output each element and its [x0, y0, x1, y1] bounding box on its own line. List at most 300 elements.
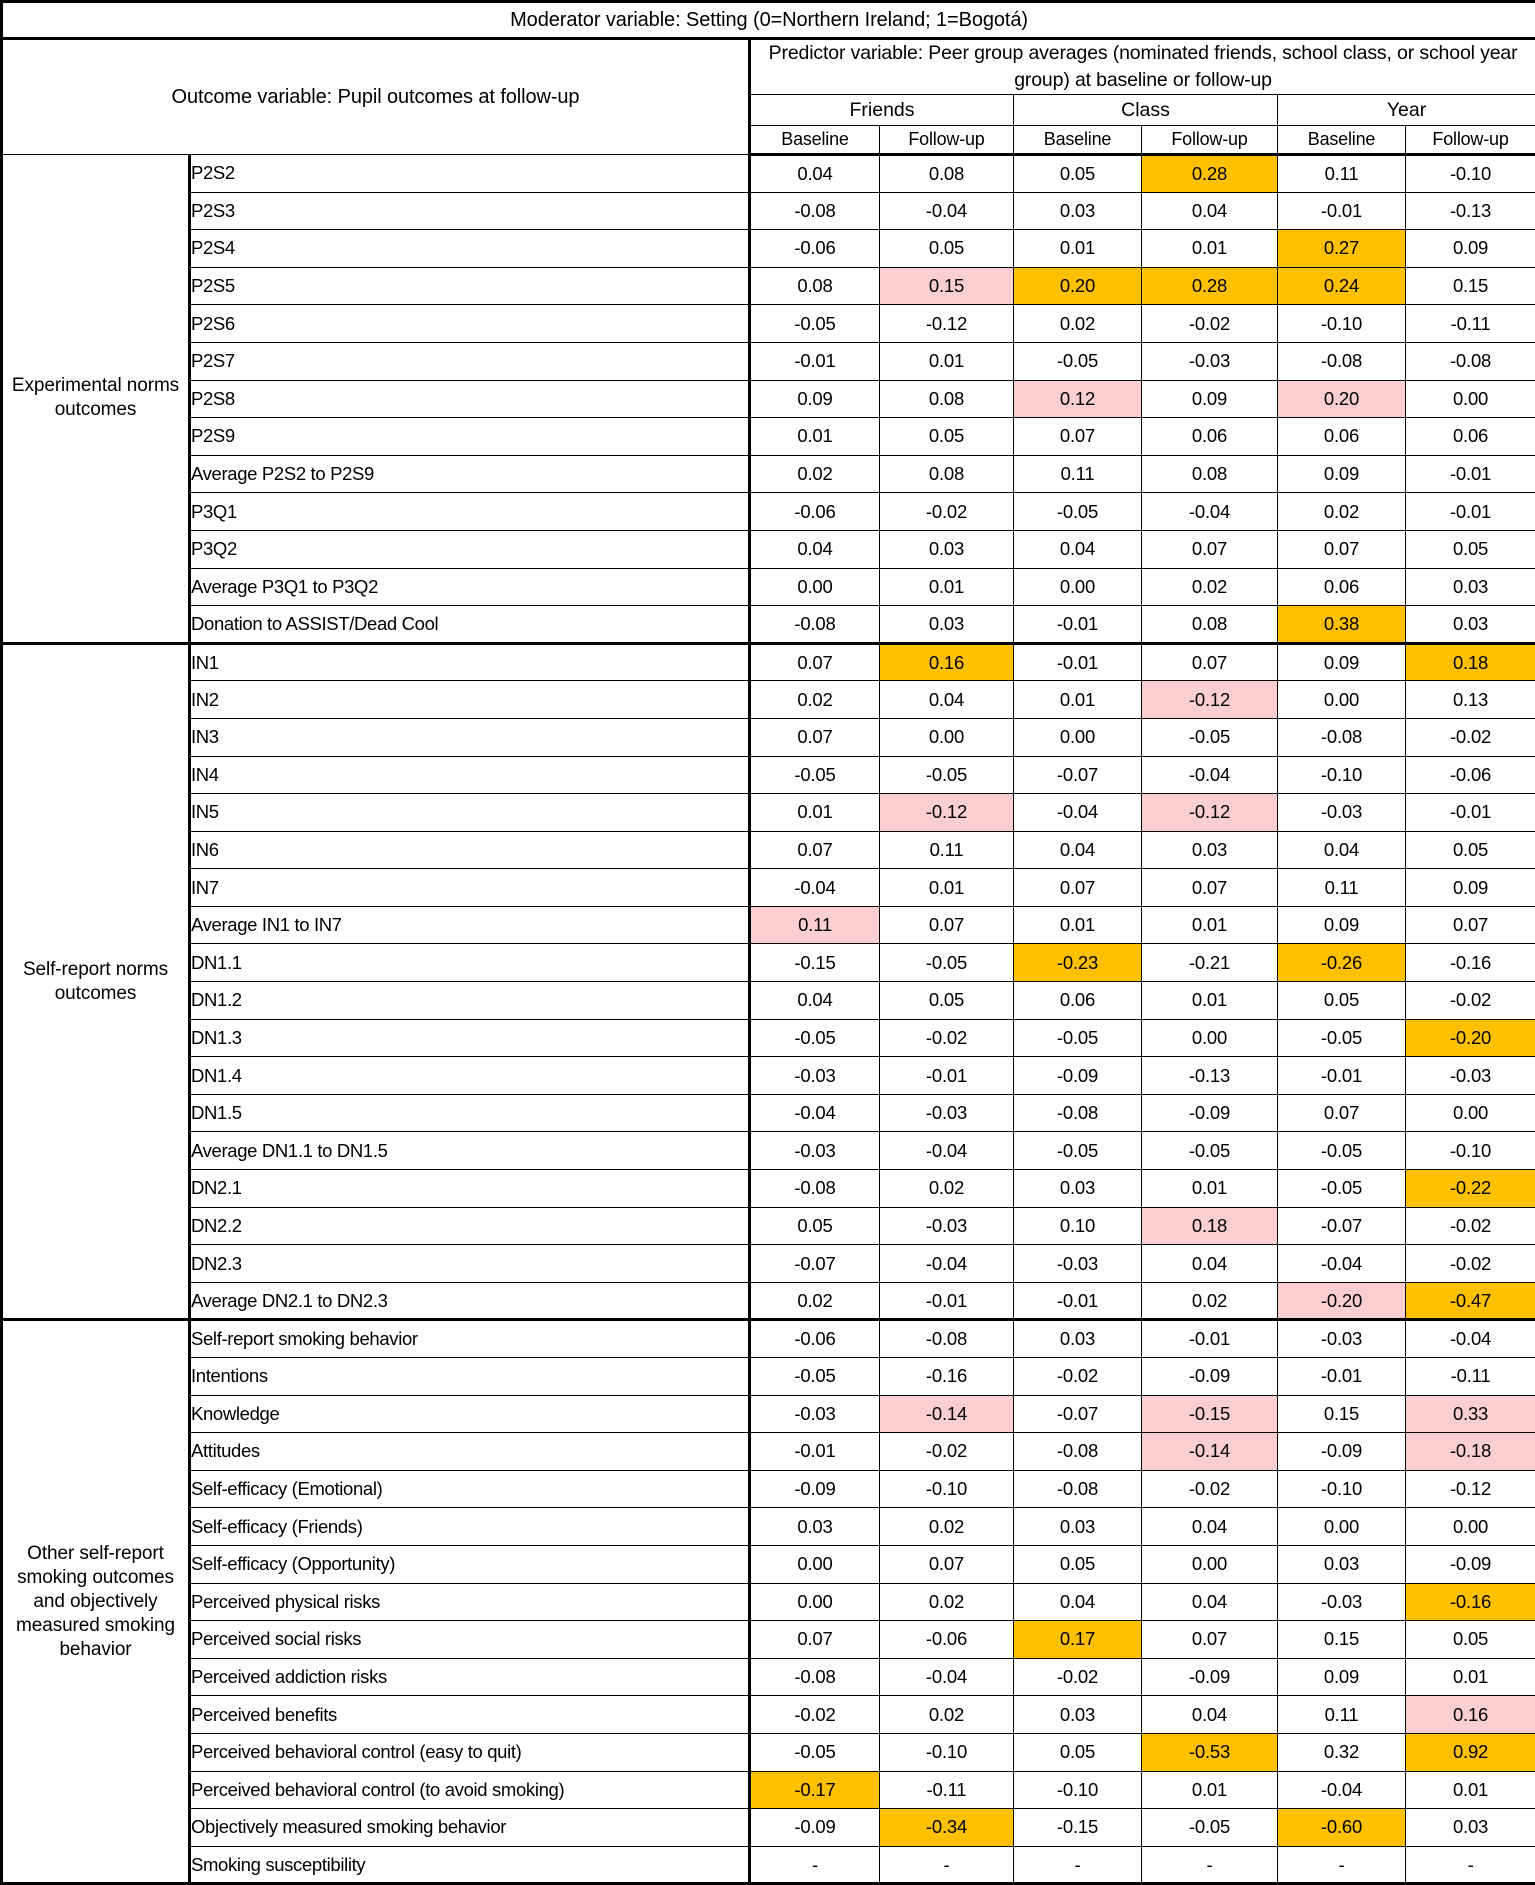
data-cell: -0.01 — [1278, 1358, 1406, 1396]
data-cell: 0.05 — [1014, 1545, 1142, 1583]
data-cell: -0.03 — [1278, 1320, 1406, 1358]
data-cell: -0.05 — [1278, 1019, 1406, 1057]
data-cell: -0.01 — [1406, 794, 1535, 832]
data-cell: 0.01 — [880, 342, 1014, 380]
data-cell: 0.01 — [1406, 1658, 1535, 1696]
data-cell: -0.07 — [1014, 756, 1142, 794]
data-cell: 0.05 — [750, 1207, 880, 1245]
row-label: DN1.1 — [190, 944, 750, 982]
data-cell: 0.04 — [880, 681, 1014, 719]
data-cell: 0.16 — [880, 643, 1014, 681]
table-row — [2, 869, 1535, 907]
row-label: DN2.1 — [190, 1170, 750, 1208]
row-label: Average IN1 to IN7 — [190, 906, 750, 944]
subheader-3: Follow-up — [1142, 126, 1278, 155]
data-cell: -0.01 — [750, 1433, 880, 1471]
data-cell: -0.01 — [1142, 1320, 1278, 1358]
data-cell: -0.26 — [1278, 944, 1406, 982]
data-cell: -0.06 — [750, 1320, 880, 1358]
data-cell: -0.03 — [880, 1094, 1014, 1132]
data-cell: -0.03 — [750, 1395, 880, 1433]
data-cell: -0.05 — [1014, 493, 1142, 531]
row-label: Knowledge — [190, 1395, 750, 1433]
table-row — [2, 831, 1535, 869]
data-cell: 0.07 — [880, 906, 1014, 944]
data-cell: 0.00 — [1014, 718, 1142, 756]
row-label: Attitudes — [190, 1433, 750, 1471]
table-row — [2, 1358, 1535, 1396]
data-cell: 0.11 — [1278, 869, 1406, 907]
data-cell: -0.16 — [1406, 944, 1535, 982]
data-cell: -0.01 — [750, 342, 880, 380]
data-cell: -0.03 — [750, 1132, 880, 1170]
data-cell: 0.02 — [1142, 568, 1278, 606]
table-row — [2, 493, 1535, 531]
data-cell: 0.92 — [1406, 1733, 1535, 1771]
data-cell: 0.09 — [1278, 643, 1406, 681]
data-cell: -0.04 — [880, 1245, 1014, 1283]
data-cell: -0.02 — [1406, 1245, 1535, 1283]
data-cell: -0.05 — [1278, 1132, 1406, 1170]
data-cell: -0.53 — [1142, 1733, 1278, 1771]
row-label: Self-report smoking behavior — [190, 1320, 750, 1358]
data-cell: 0.06 — [1406, 418, 1535, 456]
data-cell: -0.06 — [1406, 756, 1535, 794]
table-row — [2, 1207, 1535, 1245]
data-cell: 0.00 — [1278, 1508, 1406, 1546]
row-label: DN1.4 — [190, 1057, 750, 1095]
data-cell: -0.05 — [750, 305, 880, 343]
data-cell: 0.01 — [880, 869, 1014, 907]
data-cell: -0.05 — [1014, 1132, 1142, 1170]
data-cell: 0.02 — [1014, 305, 1142, 343]
data-cell: 0.01 — [1142, 982, 1278, 1020]
data-cell: 0.28 — [1142, 267, 1278, 305]
data-cell: 0.04 — [750, 530, 880, 568]
row-label: Perceived social risks — [190, 1621, 750, 1659]
row-label: IN7 — [190, 869, 750, 907]
subheader-1: Follow-up — [880, 126, 1014, 155]
row-label: Perceived addiction risks — [190, 1658, 750, 1696]
table-row — [2, 643, 1535, 681]
subheader-5: Follow-up — [1406, 126, 1535, 155]
data-cell: -0.05 — [750, 756, 880, 794]
data-cell: -0.01 — [1406, 493, 1535, 531]
data-cell: 0.01 — [1142, 1170, 1278, 1208]
data-cell: -0.08 — [1278, 342, 1406, 380]
data-cell: -0.06 — [750, 493, 880, 531]
data-cell: 0.01 — [750, 418, 880, 456]
row-label: P3Q2 — [190, 530, 750, 568]
data-cell: -0.04 — [1142, 493, 1278, 531]
data-cell: 0.38 — [1278, 606, 1406, 644]
section-label: Other self-report smoking outcomes and objectively measured smoking behavior — [2, 1320, 190, 1884]
table-row — [2, 1771, 1535, 1809]
data-cell: 0.06 — [1142, 418, 1278, 456]
table-row — [2, 794, 1535, 832]
table-row — [2, 380, 1535, 418]
data-cell: 0.01 — [750, 794, 880, 832]
data-cell: 0.06 — [1014, 982, 1142, 1020]
data-cell: 0.02 — [880, 1508, 1014, 1546]
data-cell: 0.04 — [1142, 1583, 1278, 1621]
data-cell: -0.08 — [1278, 718, 1406, 756]
data-cell: 0.03 — [880, 606, 1014, 644]
data-cell: 0.03 — [1278, 1545, 1406, 1583]
data-cell: -0.16 — [1406, 1583, 1535, 1621]
table-row — [2, 1282, 1535, 1320]
row-label: Perceived physical risks — [190, 1583, 750, 1621]
data-cell: -0.08 — [880, 1320, 1014, 1358]
data-cell: 0.04 — [1142, 1696, 1278, 1734]
row-label: Intentions — [190, 1358, 750, 1396]
data-cell: -0.01 — [1014, 1282, 1142, 1320]
row-label: DN1.3 — [190, 1019, 750, 1057]
data-cell: -0.03 — [1278, 794, 1406, 832]
data-cell: -0.22 — [1406, 1170, 1535, 1208]
data-cell: -0.10 — [1014, 1771, 1142, 1809]
data-cell: 0.09 — [1278, 1658, 1406, 1696]
data-cell: 0.09 — [750, 380, 880, 418]
data-cell: -0.01 — [1278, 192, 1406, 230]
data-cell: -0.11 — [880, 1771, 1014, 1809]
data-cell: 0.02 — [750, 455, 880, 493]
data-cell: 0.20 — [1014, 267, 1142, 305]
data-cell: -0.02 — [880, 493, 1014, 531]
data-cell: 0.07 — [1278, 1094, 1406, 1132]
row-label: IN6 — [190, 831, 750, 869]
data-cell: 0.06 — [1278, 418, 1406, 456]
data-cell: -0.01 — [1278, 1057, 1406, 1095]
table-row — [2, 1245, 1535, 1283]
row-label: P2S2 — [190, 155, 750, 193]
data-cell: 0.08 — [1142, 455, 1278, 493]
data-cell: 0.07 — [1406, 906, 1535, 944]
data-cell: 0.18 — [1406, 643, 1535, 681]
data-cell: - — [1014, 1846, 1142, 1884]
row-label: DN2.2 — [190, 1207, 750, 1245]
data-cell: -0.02 — [750, 1696, 880, 1734]
data-cell: 0.00 — [880, 718, 1014, 756]
row-label: P2S4 — [190, 230, 750, 268]
data-cell: -0.10 — [1278, 1470, 1406, 1508]
data-cell: 0.13 — [1406, 681, 1535, 719]
row-label: Self-efficacy (Friends) — [190, 1508, 750, 1546]
data-cell: -0.03 — [1142, 342, 1278, 380]
data-cell: -0.47 — [1406, 1282, 1535, 1320]
data-cell: -0.09 — [1278, 1433, 1406, 1471]
data-cell: -0.09 — [1142, 1094, 1278, 1132]
table-row — [2, 1320, 1535, 1358]
data-cell: 0.00 — [1406, 1508, 1535, 1546]
data-cell: -0.12 — [1142, 681, 1278, 719]
row-label: Self-efficacy (Emotional) — [190, 1470, 750, 1508]
data-cell: 0.00 — [1406, 380, 1535, 418]
table-row — [2, 906, 1535, 944]
data-cell: -0.04 — [750, 869, 880, 907]
subheader-2: Baseline — [1014, 126, 1142, 155]
table-row — [2, 1809, 1535, 1847]
data-cell: 0.32 — [1278, 1733, 1406, 1771]
data-cell: -0.10 — [1278, 305, 1406, 343]
data-cell: 0.08 — [750, 267, 880, 305]
group-header-friends: Friends — [750, 95, 1014, 126]
data-cell: -0.04 — [1278, 1245, 1406, 1283]
row-label: Smoking susceptibility — [190, 1846, 750, 1884]
data-cell: -0.08 — [750, 1658, 880, 1696]
table-row — [2, 418, 1535, 456]
data-cell: 0.11 — [1014, 455, 1142, 493]
data-cell: 0.04 — [1014, 831, 1142, 869]
data-cell: 0.02 — [880, 1583, 1014, 1621]
data-cell: 0.01 — [1406, 1771, 1535, 1809]
data-cell: - — [880, 1846, 1014, 1884]
data-cell: -0.04 — [1014, 794, 1142, 832]
data-cell: 0.04 — [1142, 1508, 1278, 1546]
data-cell: -0.05 — [1142, 1132, 1278, 1170]
data-cell: -0.06 — [880, 1621, 1014, 1659]
data-cell: 0.03 — [1014, 1170, 1142, 1208]
data-cell: -0.01 — [880, 1282, 1014, 1320]
row-label: Average DN1.1 to DN1.5 — [190, 1132, 750, 1170]
data-cell: 0.04 — [1014, 1583, 1142, 1621]
data-cell: -0.08 — [1014, 1094, 1142, 1132]
data-cell: 0.09 — [1406, 230, 1535, 268]
data-cell: -0.15 — [1142, 1395, 1278, 1433]
row-label: P2S9 — [190, 418, 750, 456]
data-cell: 0.28 — [1142, 155, 1278, 193]
table-row — [2, 1433, 1535, 1471]
data-cell: -0.07 — [1014, 1395, 1142, 1433]
data-cell: -0.05 — [1142, 1809, 1278, 1847]
data-cell: 0.00 — [750, 1583, 880, 1621]
data-cell: 0.00 — [1278, 681, 1406, 719]
table-row — [2, 267, 1535, 305]
data-cell: 0.04 — [1014, 530, 1142, 568]
data-cell: 0.08 — [880, 455, 1014, 493]
data-cell: 0.20 — [1278, 380, 1406, 418]
data-cell: 0.03 — [1142, 831, 1278, 869]
data-cell: 0.07 — [750, 1621, 880, 1659]
data-cell: -0.12 — [880, 794, 1014, 832]
data-cell: -0.08 — [750, 606, 880, 644]
data-cell: -0.02 — [1014, 1358, 1142, 1396]
table-row — [2, 1132, 1535, 1170]
data-cell: -0.14 — [1142, 1433, 1278, 1471]
table-row — [2, 1733, 1535, 1771]
data-cell: 0.00 — [1142, 1545, 1278, 1583]
table-row — [2, 1508, 1535, 1546]
data-cell: 0.11 — [880, 831, 1014, 869]
data-cell: 0.15 — [1278, 1621, 1406, 1659]
table-row — [2, 1395, 1535, 1433]
data-cell: 0.05 — [1278, 982, 1406, 1020]
row-label: P2S6 — [190, 305, 750, 343]
data-cell: -0.18 — [1406, 1433, 1535, 1471]
data-cell: -0.09 — [750, 1470, 880, 1508]
data-cell: 0.02 — [880, 1170, 1014, 1208]
data-cell: -0.20 — [1406, 1019, 1535, 1057]
row-label: IN4 — [190, 756, 750, 794]
data-cell: 0.03 — [880, 530, 1014, 568]
data-cell: -0.03 — [1406, 1057, 1535, 1095]
data-cell: -0.02 — [1406, 1207, 1535, 1245]
data-cell: -0.04 — [750, 1094, 880, 1132]
table-row — [2, 718, 1535, 756]
section-label: Experimental norms outcomes — [2, 155, 190, 644]
row-label: IN3 — [190, 718, 750, 756]
table-row — [2, 606, 1535, 644]
data-cell: -0.10 — [880, 1470, 1014, 1508]
data-cell: 0.07 — [750, 718, 880, 756]
row-label: DN2.3 — [190, 1245, 750, 1283]
data-cell: 0.11 — [1278, 1696, 1406, 1734]
data-cell: -0.07 — [750, 1245, 880, 1283]
data-cell: 0.05 — [880, 230, 1014, 268]
data-cell: 0.00 — [1014, 568, 1142, 606]
data-cell: -0.11 — [1406, 1358, 1535, 1396]
data-cell: 0.07 — [1142, 869, 1278, 907]
data-cell: -0.01 — [1014, 643, 1142, 681]
row-label: P2S3 — [190, 192, 750, 230]
data-cell: 0.33 — [1406, 1395, 1535, 1433]
data-cell: 0.10 — [1014, 1207, 1142, 1245]
data-cell: -0.05 — [1014, 342, 1142, 380]
data-cell: -0.08 — [750, 192, 880, 230]
outcome-variable-header: Outcome variable: Pupil outcomes at follow-up — [2, 39, 750, 155]
data-cell: 0.07 — [750, 831, 880, 869]
data-cell: -0.10 — [1406, 155, 1535, 193]
data-cell: 0.04 — [1142, 1245, 1278, 1283]
data-cell: -0.04 — [880, 192, 1014, 230]
data-cell: 0.07 — [880, 1545, 1014, 1583]
data-cell: 0.07 — [1142, 1621, 1278, 1659]
row-label: DN1.5 — [190, 1094, 750, 1132]
group-header-class: Class — [1014, 95, 1278, 126]
data-cell: 0.18 — [1142, 1207, 1278, 1245]
table-row — [2, 1470, 1535, 1508]
data-cell: 0.03 — [1014, 1320, 1142, 1358]
data-cell: 0.03 — [1406, 1809, 1535, 1847]
data-cell: 0.05 — [1014, 1733, 1142, 1771]
data-cell: 0.09 — [1142, 380, 1278, 418]
data-cell: 0.07 — [1014, 418, 1142, 456]
data-cell: 0.07 — [750, 643, 880, 681]
data-cell: 0.01 — [1014, 230, 1142, 268]
data-cell: 0.04 — [750, 155, 880, 193]
data-cell: -0.21 — [1142, 944, 1278, 982]
table-row — [2, 681, 1535, 719]
data-cell: 0.02 — [750, 1282, 880, 1320]
data-cell: -0.23 — [1014, 944, 1142, 982]
data-cell: -0.02 — [1406, 982, 1535, 1020]
data-cell: -0.09 — [1406, 1545, 1535, 1583]
data-cell: -0.03 — [750, 1057, 880, 1095]
data-cell: -0.08 — [1014, 1433, 1142, 1471]
data-cell: -0.13 — [1406, 192, 1535, 230]
data-cell: 0.02 — [880, 1696, 1014, 1734]
data-cell: 0.06 — [1278, 568, 1406, 606]
data-cell: 0.11 — [750, 906, 880, 944]
header-row-1 — [2, 39, 1535, 95]
data-cell: 0.03 — [1014, 1508, 1142, 1546]
data-cell: -0.17 — [750, 1771, 880, 1809]
table-row — [2, 530, 1535, 568]
data-cell: 0.07 — [1142, 530, 1278, 568]
data-cell: -0.60 — [1278, 1809, 1406, 1847]
data-cell: 0.04 — [1142, 192, 1278, 230]
row-label: Perceived benefits — [190, 1696, 750, 1734]
data-cell: 0.08 — [1142, 606, 1278, 644]
subheader-4: Baseline — [1278, 126, 1406, 155]
data-cell: 0.08 — [880, 380, 1014, 418]
data-cell: -0.05 — [1142, 718, 1278, 756]
data-cell: 0.05 — [1014, 155, 1142, 193]
table-row — [2, 155, 1535, 193]
data-cell: -0.04 — [1406, 1320, 1535, 1358]
data-cell: -0.02 — [880, 1019, 1014, 1057]
row-label: Perceived behavioral control (to avoid smoking) — [190, 1771, 750, 1809]
data-cell: 0.07 — [1014, 869, 1142, 907]
data-cell: 0.08 — [880, 155, 1014, 193]
data-cell: -0.04 — [1278, 1771, 1406, 1809]
data-cell: -0.02 — [1142, 1470, 1278, 1508]
data-cell: 0.02 — [1142, 1282, 1278, 1320]
data-cell: -0.05 — [750, 1019, 880, 1057]
section-label: Self-report norms outcomes — [2, 643, 190, 1320]
table-row — [2, 1583, 1535, 1621]
table-row — [2, 1621, 1535, 1659]
data-cell: -0.13 — [1142, 1057, 1278, 1095]
group-header-year: Year — [1278, 95, 1535, 126]
data-cell: 0.00 — [750, 1545, 880, 1583]
data-cell: -0.05 — [750, 1733, 880, 1771]
row-label: P2S8 — [190, 380, 750, 418]
data-cell: -0.15 — [1014, 1809, 1142, 1847]
data-cell: 0.01 — [1014, 906, 1142, 944]
data-cell: 0.03 — [1014, 192, 1142, 230]
data-cell: 0.09 — [1406, 869, 1535, 907]
data-cell: 0.05 — [1406, 1621, 1535, 1659]
row-label: Average P3Q1 to P3Q2 — [190, 568, 750, 606]
data-cell: 0.07 — [1142, 643, 1278, 681]
table-row — [2, 1094, 1535, 1132]
data-cell: 0.16 — [1406, 1696, 1535, 1734]
table-title: Moderator variable: Setting (0=Northern Ireland; 1=Bogotá) — [2, 2, 1535, 39]
data-cell: -0.06 — [750, 230, 880, 268]
row-label: Self-efficacy (Opportunity) — [190, 1545, 750, 1583]
data-cell: -0.14 — [880, 1395, 1014, 1433]
data-cell: - — [1142, 1846, 1278, 1884]
table-row — [2, 1170, 1535, 1208]
data-cell: 0.01 — [1142, 230, 1278, 268]
data-cell: -0.04 — [1142, 756, 1278, 794]
data-cell: 0.01 — [880, 568, 1014, 606]
data-cell: -0.34 — [880, 1809, 1014, 1847]
data-cell: 0.00 — [1406, 1094, 1535, 1132]
row-label: Objectively measured smoking behavior — [190, 1809, 750, 1847]
row-label: P3Q1 — [190, 493, 750, 531]
data-cell: -0.05 — [1278, 1170, 1406, 1208]
data-cell: -0.08 — [1406, 342, 1535, 380]
data-cell: -0.05 — [750, 1358, 880, 1396]
data-cell: -0.03 — [1014, 1245, 1142, 1283]
row-label: Donation to ASSIST/Dead Cool — [190, 606, 750, 644]
data-cell: -0.04 — [880, 1658, 1014, 1696]
data-cell: - — [1278, 1846, 1406, 1884]
data-cell: 0.07 — [1278, 530, 1406, 568]
data-cell: -0.02 — [880, 1433, 1014, 1471]
